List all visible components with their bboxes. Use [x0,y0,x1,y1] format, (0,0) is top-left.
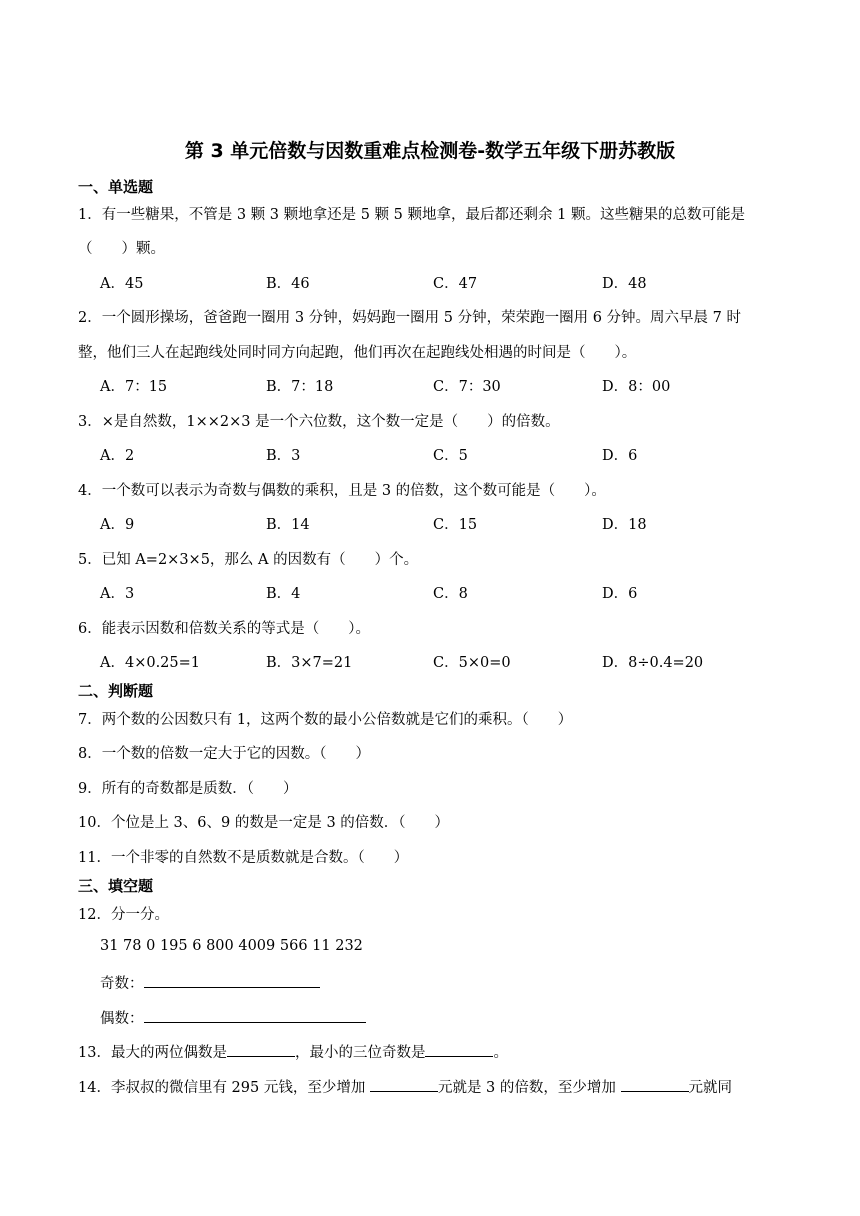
question-14-text [78,1076,732,1097]
odd-row [100,972,320,993]
question-2-text: 2．一个圆形操场，爸爸跑一圈用 3 分钟，妈妈跑一圈用 5 分钟，荣荣跑一圈用 6 分钟。周六早晨 7 时 [78,310,741,326]
question-14-part-1: 14．李叔叔的微信里有 295 元钱，至少增加 [78,1080,370,1096]
question-3-text: 3．×是自然数，1××2×3 是一个六位数，这个数一定是（ ）的倍数。 [78,414,560,430]
option-b[interactable]: B．7：18 [266,379,334,395]
question-4-text: 4．一个数可以表示为奇数与偶数的乘积，且是 3 的倍数，这个数可能是（ ）。 [78,483,606,499]
option-a[interactable]: A．4×0.25=1 [100,655,201,671]
option-b[interactable]: B．4 [266,586,301,602]
question-9-text: 9．所有的奇数都是质数．（ ） [78,781,298,797]
option-d[interactable]: D．6 [602,586,638,602]
number-list: 31 78 0 195 6 800 4009 566 11 232 [100,938,363,954]
option-b[interactable]: B．3×7=21 [266,655,353,671]
option-d[interactable]: D．6 [602,448,638,464]
option-b[interactable]: B．14 [266,517,310,533]
question-8-text: 8．一个数的倍数一定大于它的因数。（ ） [78,746,370,762]
section-heading-fill-in: 三、填空题 [78,877,154,895]
option-d[interactable]: D．8：00 [602,379,671,395]
question-1-text: 1．有一些糖果，不管是 3 颗 3 颗地拿还是 5 颗 5 颗地拿，最后都还剩余 1 颗。这些糖果的总数可能是 [78,207,745,223]
odd-answer-blank[interactable] [144,973,320,988]
page-title: 第 3 单元倍数与因数重难点检测卷-数学五年级下册苏教版 [184,140,676,162]
even-label: 偶数： [100,1011,144,1027]
largest-two-digit-even-blank[interactable] [227,1042,295,1057]
second-amount-blank[interactable] [621,1077,689,1092]
option-c[interactable]: C．7：30 [433,379,501,395]
question-13-part-3: 。 [493,1045,508,1061]
question-1-text-cont: （ ）颗。 [78,241,165,257]
odd-label: 奇数： [100,976,144,992]
option-a[interactable]: A．45 [100,276,144,292]
question-5-text: 5．已知 A=2×3×5，那么 A 的因数有（ ）个。 [78,552,419,568]
question-14-part-2: 元就是 3 的倍数，至少增加 [437,1080,621,1096]
option-c[interactable]: C．5×0=0 [433,655,511,671]
smallest-three-digit-odd-blank[interactable] [425,1042,493,1057]
question-13-text [78,1041,508,1062]
question-13-part-2: ，最小的三位奇数是 [294,1045,426,1061]
option-b[interactable]: B．46 [266,276,310,292]
option-a[interactable]: A．9 [100,517,135,533]
option-b[interactable]: B．3 [266,448,301,464]
even-answer-blank[interactable] [144,1008,366,1023]
option-c[interactable]: C．5 [433,448,468,464]
option-a[interactable]: A．7：15 [100,379,168,395]
option-a[interactable]: A．3 [100,586,135,602]
section-heading-single-choice: 一、单选题 [78,178,154,196]
option-c[interactable]: C．8 [433,586,468,602]
question-6-text: 6．能表示因数和倍数关系的等式是（ ）。 [78,621,370,637]
option-d[interactable]: D．8÷0.4=20 [602,655,704,671]
question-7-text: 7．两个数的公因数只有 1，这两个数的最小公倍数就是它们的乘积。（ ） [78,712,573,728]
option-d[interactable]: D．18 [602,517,647,533]
option-d[interactable]: D．48 [602,276,647,292]
question-12-text: 12．分一分。 [78,907,169,923]
question-14-part-3: 元就同 [688,1080,733,1096]
option-c[interactable]: C．47 [433,276,478,292]
multiple-of-3-blank[interactable] [370,1077,438,1092]
question-10-text: 10．个位是上 3、6、9 的数是一定是 3 的倍数．（ ） [78,815,450,831]
question-13-part-1: 13．最大的两位偶数是 [78,1045,227,1061]
question-11-text: 11．一个非零的自然数不是质数就是合数。（ ） [78,850,409,866]
even-row [100,1007,366,1028]
option-c[interactable]: C．15 [433,517,478,533]
section-heading-true-false: 二、判断题 [78,682,154,700]
option-a[interactable]: A．2 [100,448,135,464]
question-2-text-cont: 整，他们三人在起跑线处同时同方向起跑，他们再次在起跑线处相遇的时间是（ ）。 [78,345,637,361]
